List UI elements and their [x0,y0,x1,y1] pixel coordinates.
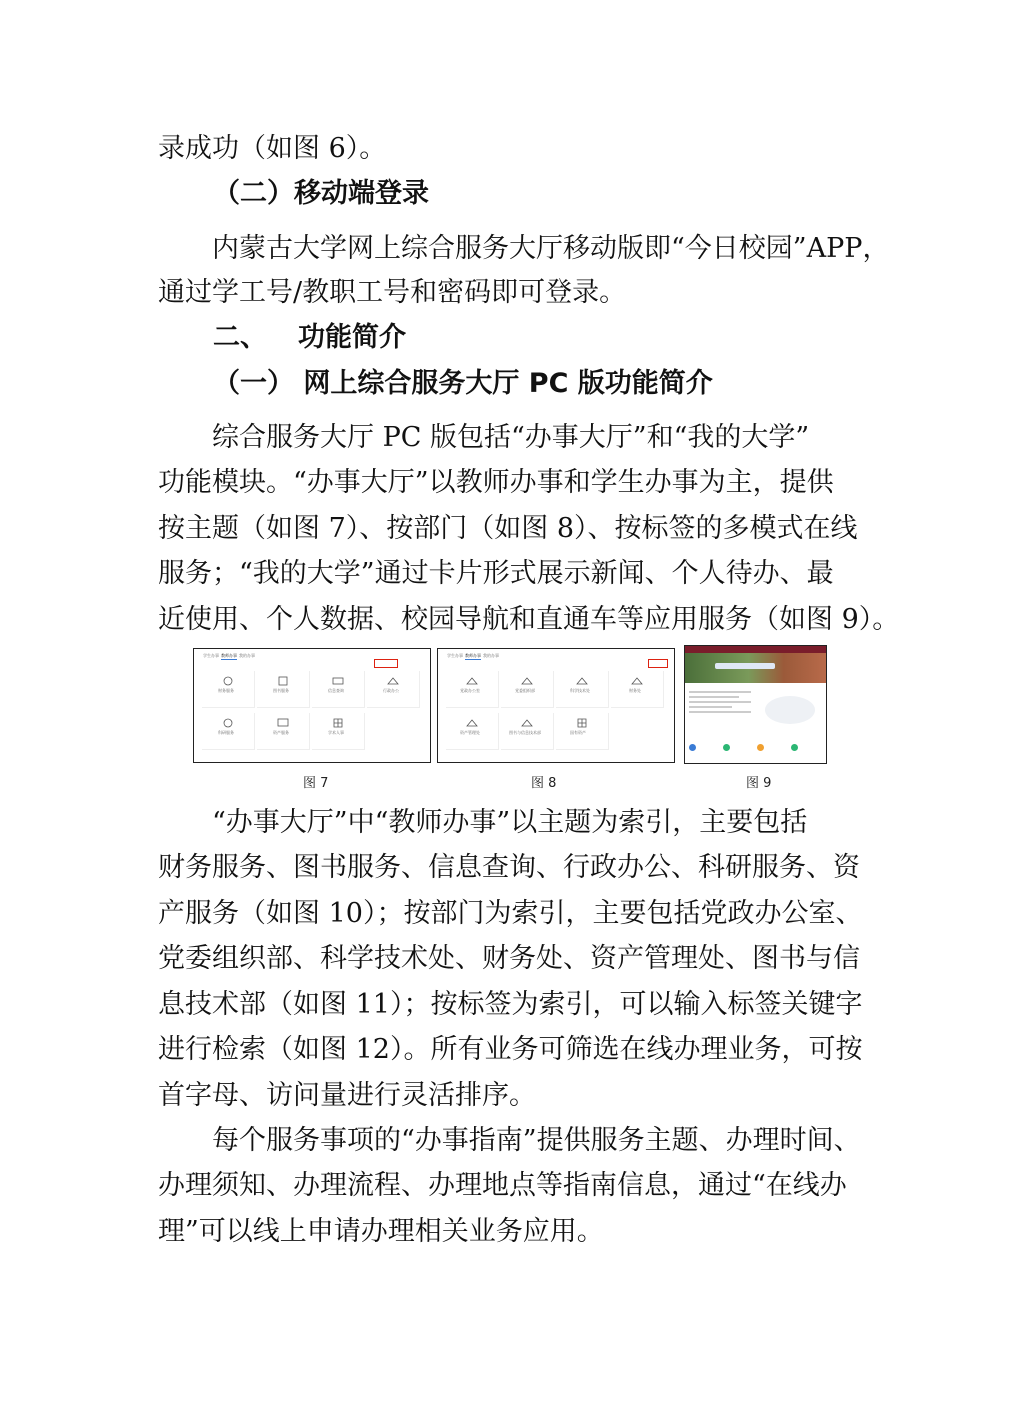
card-icon [466,718,478,728]
fig7-tab-student: 学生办事 [203,653,219,658]
figure-9-caption: 图 9 [746,776,772,791]
fig7-card: 图书服务 [257,671,310,708]
text-line: 综合服务大厅 PC 版包括“办事大厅”和“我的大学” [212,422,810,453]
fig9-map-card [765,696,815,724]
fig7-tab-teacher: 教师办事 [221,653,237,658]
fig9-app-icons [689,742,822,758]
app-icon [757,744,764,751]
text-line: 录成功（如图 6）。 [158,133,387,164]
text-line: 办理须知、办理流程、办理地点等指南信息，通过“在线办 [158,1170,847,1201]
card-icon [277,676,289,686]
card-icon [576,718,588,728]
fig8-card: 党政办公室 [446,671,499,708]
figure-8-caption: 图 8 [531,776,557,791]
fig9-news-card [689,688,751,728]
fig8-tab-teacher: 教师办事 [465,653,481,658]
fig7-card: 行政办公 [367,671,420,708]
fig8-tab-mine: 我的办事 [483,653,499,658]
card-icon [222,676,234,686]
card-icon [277,718,289,728]
fig8-card: 科学技术处 [556,671,609,708]
text-line: 近使用、个人数据、校园导航和直通车等应用服务（如图 9）。 [158,604,900,635]
fig7-card: 科研服务 [202,713,255,750]
text-line: 每个服务事项的“办事指南”提供服务主题、办理时间、 [212,1125,861,1156]
text-line: 按主题（如图 7）、按部门（如图 8）、按标签的多模式在线 [158,513,858,544]
text-line: “办事大厅”中“教师办事”以主题为索引，主要包括 [212,807,808,838]
card-icon [222,718,234,728]
card-icon [387,676,399,686]
card-icon [332,718,344,728]
fig7-card: 信息查询 [312,671,365,708]
fig8-card: 国有资产 [556,713,609,750]
text-line: 党委组织部、科学技术处、财务处、资产管理处、图书与信 [158,943,860,974]
card-icon [631,676,643,686]
card-icon [466,676,478,686]
figure-7-screenshot [193,648,431,763]
text-line: 进行检索（如图 12）。所有业务可筛选在线办理业务，可按 [158,1034,863,1065]
fig7-highlight-box [374,659,398,668]
figure-7-caption: 图 7 [303,776,329,791]
figure-8-screenshot [437,648,675,763]
fig8-highlight-box [648,659,668,668]
app-icon [689,744,696,751]
card-icon [332,676,344,686]
app-icon [723,744,730,751]
fig8-tab-student: 学生办事 [447,653,463,658]
text-line: 功能模块。“办事大厅”以教师办事和学生办事为主，提供 [158,467,834,498]
fig8-card: 党委组织部 [501,671,554,708]
heading-section-number: 二、 [213,322,267,353]
card-icon [521,676,533,686]
fig7-active-tab-underline [221,659,237,660]
app-icon [791,744,798,751]
fig8-card-grid [446,671,666,755]
fig9-search-bar [715,663,775,669]
fig8-card: 财务处 [611,671,664,708]
heading-pc-intro: （一） 网上综合服务大厅 PC 版功能简介 [213,368,713,399]
text-line: 产服务（如图 10）；按部门为索引，主要包括党政办公室、 [158,898,863,929]
fig8-card: 图书与信息技术部 [501,713,554,750]
fig7-card-grid [202,671,422,755]
text-line: 服务；“我的大学”通过卡片形式展示新闻、个人待办、最 [158,558,834,589]
text-line: 息技术部（如图 11）；按标签为索引，可以输入标签关键字 [158,989,863,1020]
fig7-tab-mine: 我的办事 [239,653,255,658]
text-line: 财务服务、图书服务、信息查询、行政办公、科研服务、资 [158,852,860,883]
fig7-card: 学术人事 [312,713,365,750]
fig7-card: 资产服务 [257,713,310,750]
text-line: 理”可以线上申请办理相关业务应用。 [158,1216,604,1247]
fig9-header-bar [685,646,826,653]
fig7-card: 财务服务 [202,671,255,708]
fig8-active-tab-underline [465,659,481,660]
figure-9-screenshot [684,645,827,764]
text-line: 内蒙古大学网上综合服务大厅移动版即“今日校园”APP， [212,233,890,264]
heading-mobile-login: （二）移动端登录 [213,178,429,209]
heading-section-title: 功能简介 [298,322,406,353]
text-line: 首字母、访问量进行灵活排序。 [158,1080,536,1111]
card-icon [576,676,588,686]
card-icon [521,718,533,728]
fig8-card: 资产管理处 [446,713,499,750]
text-line: 通过学工号/教职工号和密码即可登录。 [158,277,627,308]
